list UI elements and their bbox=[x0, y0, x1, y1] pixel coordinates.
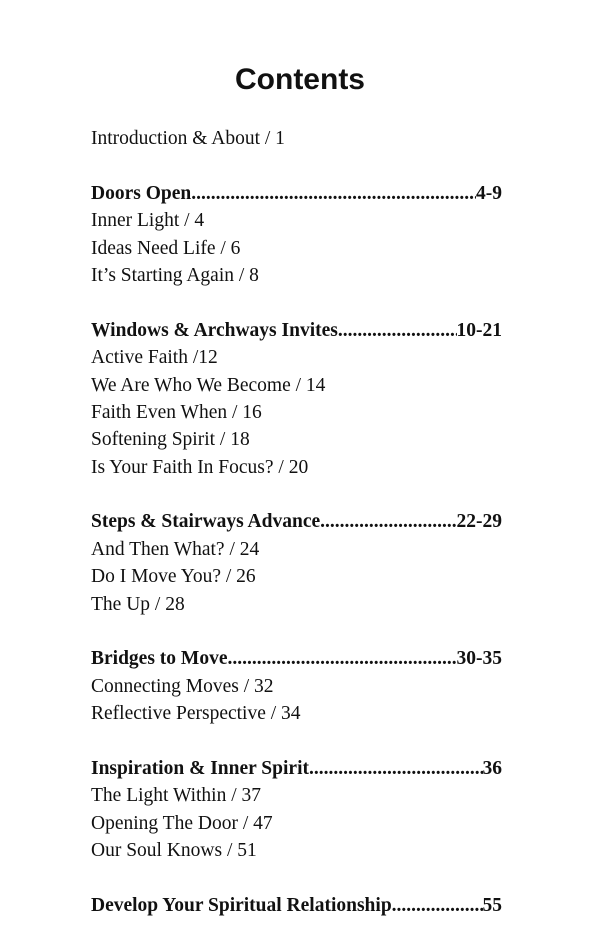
dot-leader bbox=[309, 755, 483, 782]
toc-entry[interactable]: Opening The Door / 47 bbox=[91, 812, 273, 834]
dot-leader bbox=[392, 892, 483, 919]
toc-entry[interactable]: And Then What? / 24 bbox=[91, 538, 260, 560]
toc-entry[interactable]: Connecting Moves / 32 bbox=[91, 675, 274, 697]
toc-entry[interactable]: Do I Move You? / 26 bbox=[91, 566, 256, 588]
section-pages: 30-35 bbox=[456, 648, 502, 670]
dot-leader bbox=[191, 180, 476, 207]
toc-section-heading[interactable] bbox=[91, 180, 502, 207]
toc-entry[interactable]: Is Your Faith In Focus? / 20 bbox=[91, 456, 309, 478]
section-title: Windows & Archways Invites bbox=[91, 319, 338, 341]
toc-section-heading[interactable] bbox=[91, 892, 502, 919]
toc-entry[interactable]: Reflective Perspective / 34 bbox=[91, 703, 301, 725]
section-spacer bbox=[91, 618, 502, 645]
section-spacer bbox=[91, 289, 502, 316]
section-spacer bbox=[91, 728, 502, 755]
table-of-contents bbox=[91, 125, 502, 919]
section-title: Doors Open bbox=[91, 182, 192, 204]
toc-entry[interactable]: Active Faith /12 bbox=[91, 347, 218, 369]
toc-section-heading[interactable] bbox=[91, 755, 502, 782]
toc-section-heading[interactable] bbox=[91, 645, 502, 672]
section-title: Develop Your Spiritual Relationship bbox=[91, 894, 392, 916]
toc-entry[interactable]: Inner Light / 4 bbox=[91, 210, 205, 232]
toc-entry[interactable]: Faith Even When / 16 bbox=[91, 401, 262, 423]
toc-section-heading[interactable] bbox=[91, 317, 502, 344]
toc-entry[interactable]: We Are Who We Become / 14 bbox=[91, 374, 326, 396]
toc-entry[interactable]: Our Soul Knows / 51 bbox=[91, 840, 257, 862]
toc-entry[interactable]: The Up / 28 bbox=[91, 593, 185, 615]
dot-leader bbox=[227, 645, 456, 672]
dot-leader bbox=[320, 508, 456, 535]
toc-section-heading[interactable] bbox=[91, 508, 502, 535]
toc-entry[interactable]: Ideas Need Life / 6 bbox=[91, 237, 241, 259]
section-pages: 55 bbox=[482, 894, 502, 916]
toc-intro-entry[interactable]: Introduction & About / 1 bbox=[91, 128, 285, 149]
section-title: Inspiration & Inner Spirit bbox=[91, 757, 309, 779]
section-spacer bbox=[91, 481, 502, 508]
section-title: Bridges to Move bbox=[91, 648, 228, 670]
toc-entry[interactable]: It’s Starting Again / 8 bbox=[91, 264, 259, 286]
section-title: Steps & Stairways Advance bbox=[91, 511, 321, 533]
page-title: Contents bbox=[235, 63, 365, 96]
section-spacer bbox=[91, 152, 502, 179]
toc-entry[interactable]: The Light Within / 37 bbox=[91, 785, 262, 807]
section-pages: 36 bbox=[482, 757, 502, 779]
dot-leader bbox=[338, 317, 457, 344]
section-spacer bbox=[91, 865, 502, 892]
toc-entry[interactable]: Softening Spirit / 18 bbox=[91, 429, 250, 451]
section-pages: 22-29 bbox=[456, 511, 502, 533]
section-pages: 4-9 bbox=[476, 182, 502, 204]
section-pages: 10-21 bbox=[456, 319, 502, 341]
